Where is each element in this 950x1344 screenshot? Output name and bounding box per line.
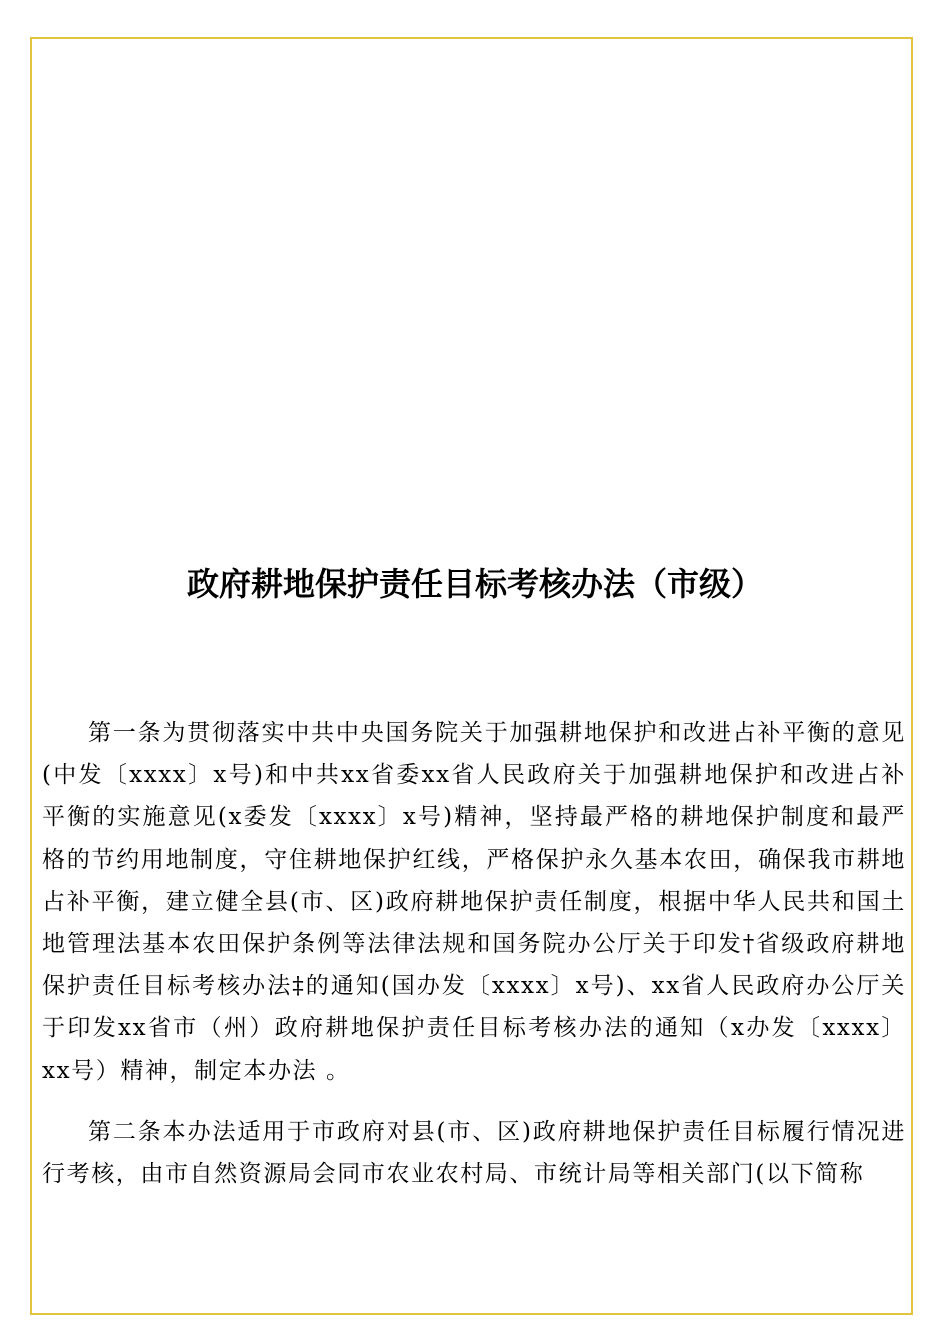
document-title: 政府耕地保护责任目标考核办法（市级） — [186, 565, 763, 603]
paragraph-article-1: 第一条为贯彻落实中共中央国务院关于加强耕地保护和改进占补平衡的意见(中发〔xxxx〕x号)和中共xx省委xx省人民政府关于加强耕地保护和改进占补平衡的实施意见(x委发〔xxxx〕x号)精神，坚持最严格的耕地保护制度和最严格的节约用地制度，守住耕地保护红线，严格保护永久基本农田，确保我市耕地占补平衡，建立健全县(市、区)政府耕地保护责任制度，根据中华人民共和国土地管理法基本农田保护条例等法律法规和国务院办公厅关于印发†省级政府耕地保护责任目标考核办法‡的通知(国办发〔xxxx〕x号)、xx省人民政府办公厅关于印发xx省市（州）政府耕地保护责任目标考核办法的通知（x办发〔xxxx〕xx号）精神，制定本办法 。 — [42, 720, 906, 1084]
document-body — [42, 712, 906, 1214]
paragraph-article-2: 第二条本办法适用于市政府对县(市、区)政府耕地保护责任目标履行情况进行考核，由市自然资源局会同市农业农村局、市统计局等相关部门(以下简称 — [42, 1118, 906, 1188]
